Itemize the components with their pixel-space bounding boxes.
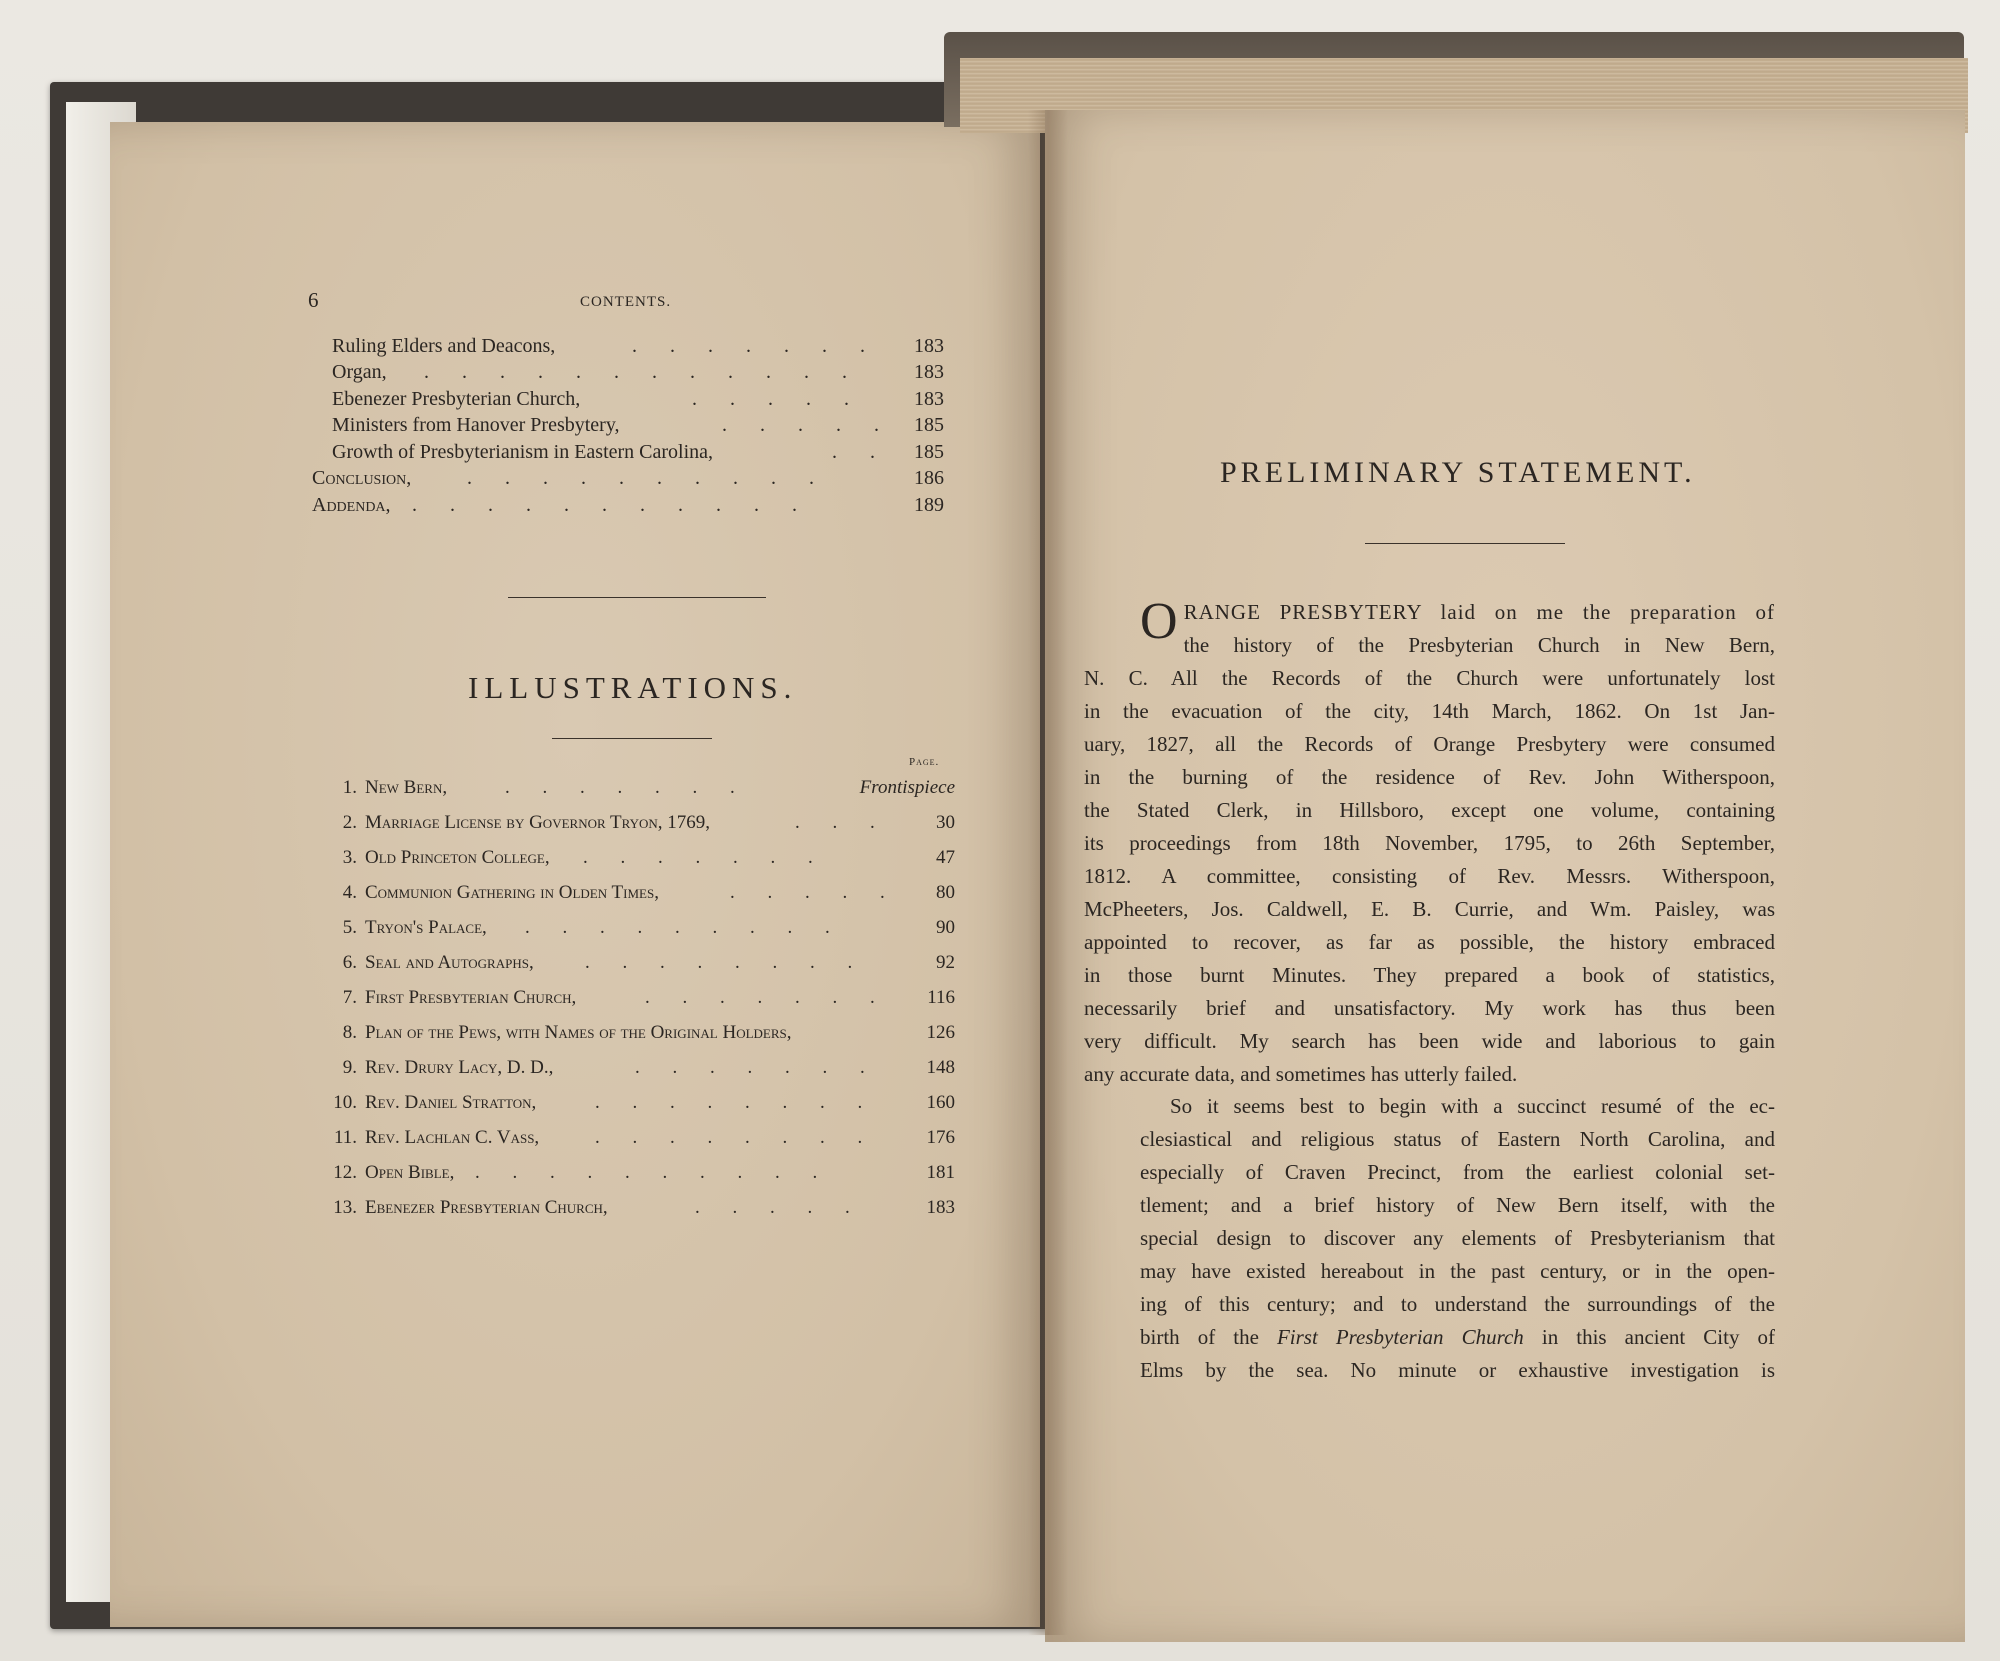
contents-entry-page: 183 [914, 388, 944, 410]
text-line [1140, 1321, 1775, 1354]
contents-entry [332, 414, 944, 440]
illustration-number: 6. [342, 952, 357, 973]
running-head: CONTENTS. [580, 294, 672, 310]
leader-dots: . . . [795, 812, 889, 833]
contents-entry-page: 186 [914, 467, 944, 489]
contents-entry-page: 189 [914, 494, 944, 516]
text-run: birth of the [1140, 1325, 1277, 1349]
text-line: 1812. A committee, consisting of Rev. Messrs. Witherspoon, [1084, 864, 1775, 888]
text-line: appointed to recover, as far as possible, the history embraced [1084, 930, 1775, 954]
illustration-number: 11. [333, 1127, 357, 1148]
illustration-entry [325, 1127, 955, 1157]
contents-entry [312, 494, 944, 520]
illustration-number: 5. [342, 917, 357, 938]
text-line: its proceedings from 18th November, 1795, to 26th September, [1084, 831, 1775, 855]
illustration-number: 2. [342, 812, 357, 833]
illustration-page: 116 [927, 987, 955, 1008]
book-gutter [1028, 110, 1068, 1635]
leader-dots: . . . . . [695, 1197, 864, 1218]
illustration-page: 183 [926, 1197, 955, 1218]
leader-dots: . . . . . [692, 388, 863, 410]
contents-entry-label: Ministers from Hanover Presbytery, [332, 414, 620, 436]
leader-dots: . . . . . . . . . . [467, 467, 828, 489]
text-line: in the burning of the residence of Rev. John Witherspoon, [1084, 765, 1775, 789]
illustration-label: Rev. Daniel Stratton, [365, 1092, 537, 1113]
text-line: the history of the Presbyterian Church in New Bern, [1183, 633, 1775, 657]
illustration-entry [325, 1057, 955, 1087]
illustration-page: 126 [926, 1022, 955, 1043]
text-line: in the evacuation of the city, 14th March, 1862. On 1st Jan- [1084, 699, 1775, 723]
drop-cap: O [1140, 593, 1178, 650]
illustration-entry [325, 847, 955, 877]
leader-dots: . . . . . . . . [595, 1092, 877, 1113]
illustration-page: 92 [936, 952, 955, 973]
illustration-page: 181 [926, 1162, 955, 1183]
leader-dots: . . . . . . . [645, 987, 889, 1008]
illustration-page: Frontispiece [859, 777, 955, 798]
text-line: N. C. All the Records of the Church were unfortunately lost [1084, 666, 1775, 690]
illustration-page: 176 [926, 1127, 955, 1148]
leader-dots: . . . . . . . . [595, 1127, 877, 1148]
illustration-page: 148 [926, 1057, 955, 1078]
illustration-label: First Presbyterian Church, [365, 987, 577, 1008]
illustration-entry [325, 917, 955, 947]
text-line: any accurate data, and sometimes has utterly failed. [1084, 1062, 1518, 1086]
leader-dots: . . . . . . . . . . [475, 1162, 832, 1183]
illustration-label: New Bern, [365, 777, 448, 798]
text-line: the Stated Clerk, in Hillsboro, except one volume, containing [1084, 798, 1775, 822]
leader-dots: . . . . . . . . . [525, 917, 844, 938]
contents-entry-page: 185 [914, 441, 944, 463]
text-line: clesiastical and religious status of Eastern North Carolina, and [1140, 1127, 1775, 1151]
illustration-page: 160 [926, 1092, 955, 1113]
illustration-entry [325, 777, 955, 807]
leader-dots: . . . . . . . [635, 1057, 879, 1078]
contents-entry-label: Addenda, [312, 494, 391, 516]
illustration-label: Plan of the Pews, with Names of the Original Holders, [365, 1022, 792, 1043]
illustration-number: 13. [333, 1197, 357, 1218]
illustration-entry [325, 812, 955, 842]
contents-entry [332, 361, 944, 387]
page-number: 6 [308, 288, 319, 312]
illustration-page: 47 [936, 847, 955, 868]
illustration-number: 10. [333, 1092, 357, 1113]
heading-rule [1365, 543, 1565, 544]
illustration-label: Rev. Lachlan C. Vass, [365, 1127, 540, 1148]
illustration-page: 80 [936, 882, 955, 903]
illustration-entry [325, 1162, 955, 1192]
leader-dots: . . . . . . . . [585, 952, 867, 973]
page-column-header: Page. [909, 756, 940, 768]
illustration-label: Rev. Drury Lacy, D. D., [365, 1057, 554, 1078]
illustration-label: Ebenezer Presbyterian Church, [365, 1197, 608, 1218]
leader-dots: . . . . . . . [505, 777, 749, 798]
paragraph-2 [1140, 1090, 1775, 1387]
contents-entry-page: 185 [914, 414, 944, 436]
contents-entry-label: Organ, [332, 361, 387, 383]
illustration-entry [325, 952, 955, 982]
preliminary-statement-heading: PRELIMINARY STATEMENT. [1220, 456, 1696, 489]
illustration-label: Old Princeton College, [365, 847, 550, 868]
illustration-entry [325, 987, 955, 1017]
illustration-entry [325, 1197, 955, 1227]
text-line: in those burnt Minutes. They prepared a book of statistics, [1084, 963, 1775, 987]
contents-entry-page: 183 [914, 361, 944, 383]
leader-dots: . . . . . . . [583, 847, 827, 868]
text-line: may have existed hereabout in the past century, or in the open- [1140, 1259, 1775, 1283]
contents-entry-page: 183 [914, 335, 944, 357]
contents-entry [332, 441, 944, 467]
illustration-entry [325, 1092, 955, 1122]
contents-entry-label: Ebenezer Presbyterian Church, [332, 388, 581, 410]
text-run: in this ancient City of [1523, 1325, 1776, 1349]
paragraph-1 [1084, 593, 1775, 1091]
text-line: especially of Craven Precinct, from the earliest colonial set- [1140, 1160, 1775, 1184]
italic-title: First Presbyterian Church [1276, 1325, 1524, 1349]
text-line: RANGE PRESBYTERY laid on me the preparation of [1183, 600, 1775, 624]
illustration-label: Seal and Autographs, [365, 952, 534, 973]
text-line: ing of this century; and to understand the surroundings of the [1140, 1292, 1775, 1316]
heading-rule [552, 738, 712, 739]
leader-dots: . . . . . [730, 882, 899, 903]
text-line: tlement; and a brief history of New Bern itself, with the [1140, 1193, 1775, 1217]
contents-entry [332, 335, 944, 361]
illustration-number: 1. [342, 777, 357, 798]
illustration-number: 7. [342, 987, 357, 1008]
text-line: Elms by the sea. No minute or exhaustive investigation is [1140, 1358, 1775, 1382]
contents-entry-label: Ruling Elders and Deacons, [332, 335, 556, 357]
text-line: uary, 1827, all the Records of Orange Presbytery were consumed [1084, 732, 1775, 756]
contents-entry [312, 467, 944, 493]
illustration-entry [325, 1022, 955, 1052]
illustration-label: Communion Gathering in Olden Times, [365, 882, 659, 903]
illustration-page: 30 [936, 812, 955, 833]
leader-dots: . . . . . . . . . . . [412, 494, 811, 516]
text-line: necessarily brief and unsatisfactory. My work has thus been [1084, 996, 1775, 1020]
contents-entry [332, 388, 944, 414]
illustration-entry [325, 882, 955, 912]
leader-dots: . . . . . . . [632, 335, 879, 357]
illustration-label: Open Bible, [365, 1162, 455, 1183]
illustration-label: Marriage License by Governor Tryon, 1769, [365, 812, 711, 833]
text-line: McPheeters, Jos. Caldwell, E. B. Currie, and Wm. Paisley, was [1084, 897, 1775, 921]
text-line: special design to discover any elements of Presbyterianism that [1140, 1226, 1775, 1250]
contents-entry-label: Conclusion, [312, 467, 412, 489]
leader-dots: . . . . . . . . . . . . [424, 361, 861, 383]
illustration-number: 4. [342, 882, 357, 903]
text-line: So it seems best to begin with a succinct resumé of the ec- [1170, 1094, 1775, 1118]
illustration-number: 8. [342, 1022, 357, 1043]
text-line: very difficult. My search has been wide and laborious to gain [1084, 1029, 1775, 1053]
illustrations-heading: ILLUSTRATIONS. [468, 670, 798, 705]
contents-entry-label: Growth of Presbyterianism in Eastern Carolina, [332, 441, 714, 463]
leader-dots: . . . . . [722, 414, 893, 436]
illustration-number: 3. [342, 847, 357, 868]
illustration-number: 12. [333, 1162, 357, 1183]
illustration-page: 90 [936, 917, 955, 938]
section-divider [508, 597, 766, 598]
leader-dots: . . [832, 441, 889, 463]
illustration-number: 9. [342, 1057, 357, 1078]
illustration-label: Tryon's Palace, [365, 917, 487, 938]
